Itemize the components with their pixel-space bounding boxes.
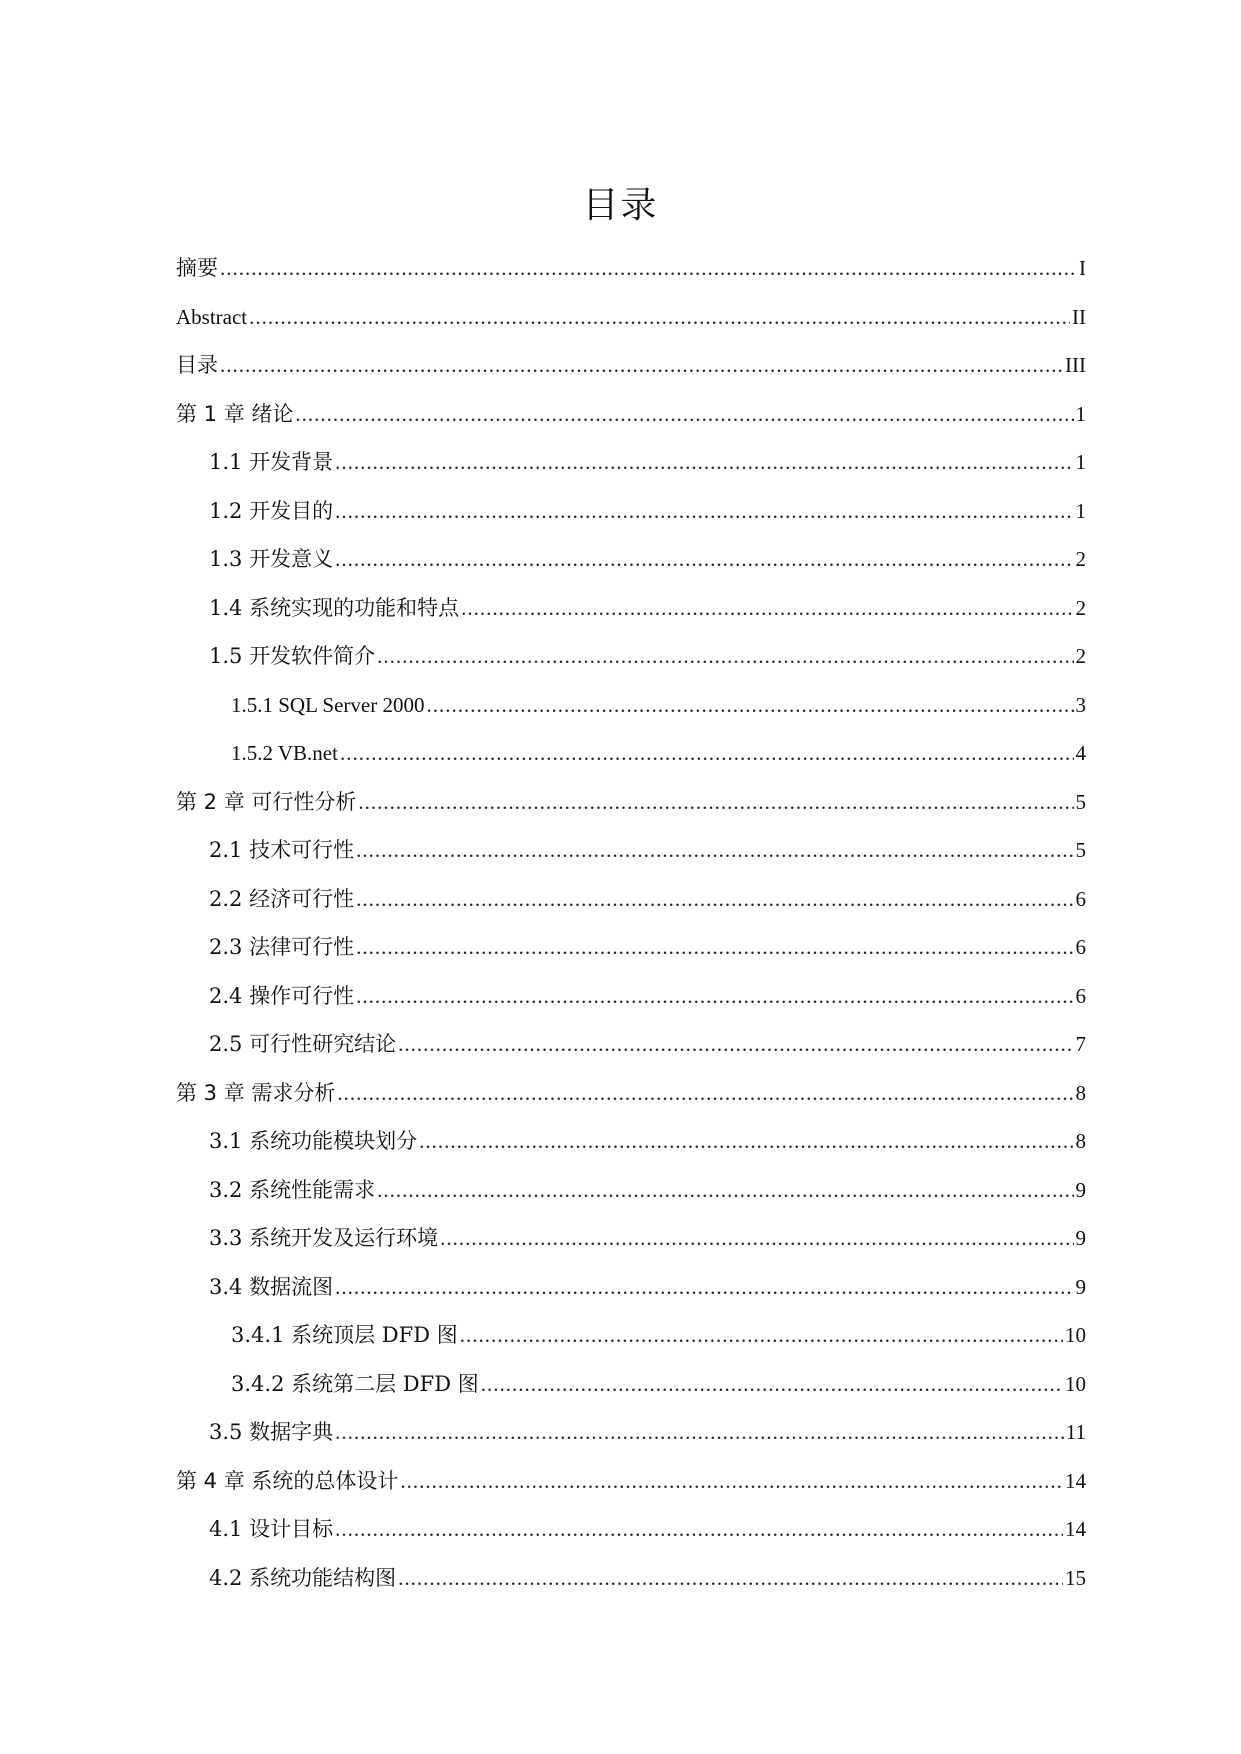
dot-leader — [377, 1166, 1073, 1215]
toc-entry[interactable] — [176, 293, 1086, 342]
toc-entry-text: Abstract — [176, 304, 248, 329]
toc-entry-text: 3.4 数据流图 — [209, 1274, 334, 1299]
toc-entry-page: 9 — [1075, 1274, 1086, 1299]
toc-entry-page: 10 — [1065, 1371, 1086, 1396]
toc-entry-page: 1 — [1075, 498, 1086, 523]
toc-entry-text: 1.3 开发意义 — [209, 547, 334, 571]
toc-entry-text: 3.3 系统开发及运行环境 — [209, 1226, 439, 1250]
toc-entry-page: 6 — [1075, 935, 1086, 959]
toc-entry-text: 第 3 章 需求分析 — [176, 1080, 336, 1105]
toc-entry-text: 第 1 章 绪论 — [176, 401, 294, 426]
table-of-contents — [176, 244, 1086, 1602]
dot-leader — [220, 341, 1063, 390]
toc-entry[interactable] — [176, 632, 1086, 681]
toc-entry-text: 摘要 — [176, 256, 218, 280]
toc-entry-text: 3.4.2 系统第二层 DFD 图 — [231, 1371, 479, 1396]
dot-leader — [356, 923, 1073, 972]
toc-entry-page: 3 — [1075, 692, 1086, 717]
toc-entry-page: 9 — [1075, 1177, 1086, 1202]
dot-leader — [356, 875, 1073, 924]
dot-leader — [398, 1554, 1063, 1603]
toc-entry[interactable] — [176, 1214, 1086, 1263]
dot-leader — [481, 1360, 1063, 1409]
toc-entry-text: 2.4 操作可行性 — [209, 983, 355, 1008]
dot-leader — [356, 826, 1073, 875]
toc-entry-text: 1.4 系统实现的功能和特点 — [209, 595, 460, 620]
toc-entry-text: 2.1 技术可行性 — [209, 838, 355, 862]
toc-entry[interactable] — [176, 729, 1086, 778]
toc-entry[interactable] — [176, 438, 1086, 487]
dot-leader — [220, 244, 1077, 293]
toc-entry-page: 8 — [1075, 1080, 1086, 1105]
toc-entry[interactable] — [176, 1505, 1086, 1554]
toc-entry-text: 1.1 开发背景 — [209, 450, 334, 474]
toc-entry-text: 3.4.1 系统顶层 DFD 图 — [231, 1323, 458, 1347]
dot-leader — [335, 438, 1073, 487]
toc-entry-text: 4.2 系统功能结构图 — [209, 1565, 397, 1590]
toc-entry-text: 目录 — [176, 353, 218, 377]
toc-entry-text: 第 4 章 系统的总体设计 — [176, 1468, 399, 1493]
toc-entry-page: 6 — [1075, 886, 1086, 911]
toc-entry-page: 1 — [1075, 401, 1086, 426]
dot-leader — [461, 584, 1073, 633]
toc-entry-text: 3.1 系统功能模块划分 — [209, 1129, 418, 1153]
toc-entry-page: 1 — [1075, 450, 1086, 474]
toc-entry[interactable] — [176, 244, 1086, 293]
toc-entry-text: 1.5.2 VB.net — [231, 741, 338, 765]
dot-leader — [398, 1020, 1073, 1069]
toc-entry[interactable] — [176, 972, 1086, 1021]
dot-leader — [335, 1505, 1063, 1554]
toc-entry[interactable] — [176, 1020, 1086, 1069]
toc-entry-page: III — [1065, 353, 1086, 377]
toc-entry-text: 第 2 章 可行性分析 — [176, 789, 357, 814]
dot-leader — [340, 729, 1074, 778]
dot-leader — [335, 535, 1073, 584]
toc-entry[interactable] — [176, 1117, 1086, 1166]
toc-entry[interactable] — [176, 1166, 1086, 1215]
toc-entry-page: 5 — [1075, 789, 1086, 814]
toc-entry-text: 1.5 开发软件简介 — [209, 644, 376, 668]
toc-entry-page: 9 — [1075, 1226, 1086, 1250]
toc-entry[interactable] — [176, 390, 1086, 439]
toc-entry-page: 8 — [1075, 1129, 1086, 1153]
toc-entry-text: 2.2 经济可行性 — [209, 886, 355, 911]
toc-entry-page: I — [1079, 256, 1086, 280]
toc-entry-page: 6 — [1075, 983, 1086, 1008]
toc-entry[interactable] — [176, 584, 1086, 633]
toc-entry[interactable] — [176, 875, 1086, 924]
toc-entry[interactable] — [176, 681, 1086, 730]
dot-leader — [335, 487, 1073, 536]
dot-leader — [426, 681, 1073, 730]
toc-entry[interactable] — [176, 923, 1086, 972]
toc-entry-page: 5 — [1075, 838, 1086, 862]
toc-entry-page: 7 — [1075, 1032, 1086, 1056]
toc-entry[interactable] — [176, 1069, 1086, 1118]
toc-entry[interactable] — [176, 1263, 1086, 1312]
toc-entry-page: 10 — [1065, 1323, 1086, 1347]
toc-entry-text: 1.5.1 SQL Server 2000 — [231, 692, 425, 717]
dot-leader — [335, 1263, 1073, 1312]
toc-entry-page: 2 — [1075, 547, 1086, 571]
toc-entry[interactable] — [176, 1360, 1086, 1409]
dot-leader — [440, 1214, 1073, 1263]
dot-leader — [377, 632, 1073, 681]
dot-leader — [335, 1408, 1064, 1457]
toc-entry[interactable] — [176, 778, 1086, 827]
dot-leader — [337, 1069, 1073, 1118]
toc-entry-page: 14 — [1065, 1468, 1086, 1493]
toc-entry[interactable] — [176, 1408, 1086, 1457]
toc-entry[interactable] — [176, 341, 1086, 390]
toc-entry-page: 4 — [1075, 741, 1086, 765]
toc-title: 目录 — [582, 185, 659, 226]
toc-entry-text: 2.3 法律可行性 — [209, 935, 355, 959]
toc-entry[interactable] — [176, 1457, 1086, 1506]
toc-entry[interactable] — [176, 826, 1086, 875]
dot-leader — [249, 293, 1070, 342]
toc-entry[interactable] — [176, 487, 1086, 536]
toc-entry[interactable] — [176, 1554, 1086, 1603]
toc-entry-text: 2.5 可行性研究结论 — [209, 1032, 397, 1056]
dot-leader — [295, 390, 1073, 439]
toc-entry-page: 14 — [1065, 1517, 1086, 1541]
dot-leader — [358, 778, 1073, 827]
toc-entry-page: 11 — [1065, 1420, 1086, 1444]
dot-leader — [460, 1311, 1063, 1360]
toc-entry-page: 15 — [1065, 1565, 1086, 1590]
toc-entry-text: 4.1 设计目标 — [209, 1517, 334, 1541]
toc-entry[interactable] — [176, 1311, 1086, 1360]
toc-entry[interactable] — [176, 535, 1086, 584]
toc-entry-page: 2 — [1075, 595, 1086, 620]
dot-leader — [419, 1117, 1073, 1166]
dot-leader — [400, 1457, 1063, 1506]
toc-entry-text: 3.5 数据字典 — [209, 1420, 334, 1444]
dot-leader — [356, 972, 1073, 1021]
toc-entry-text: 1.2 开发目的 — [209, 498, 334, 523]
toc-entry-page: II — [1072, 304, 1086, 329]
toc-entry-page: 2 — [1075, 644, 1086, 668]
toc-entry-text: 3.2 系统性能需求 — [209, 1177, 376, 1202]
